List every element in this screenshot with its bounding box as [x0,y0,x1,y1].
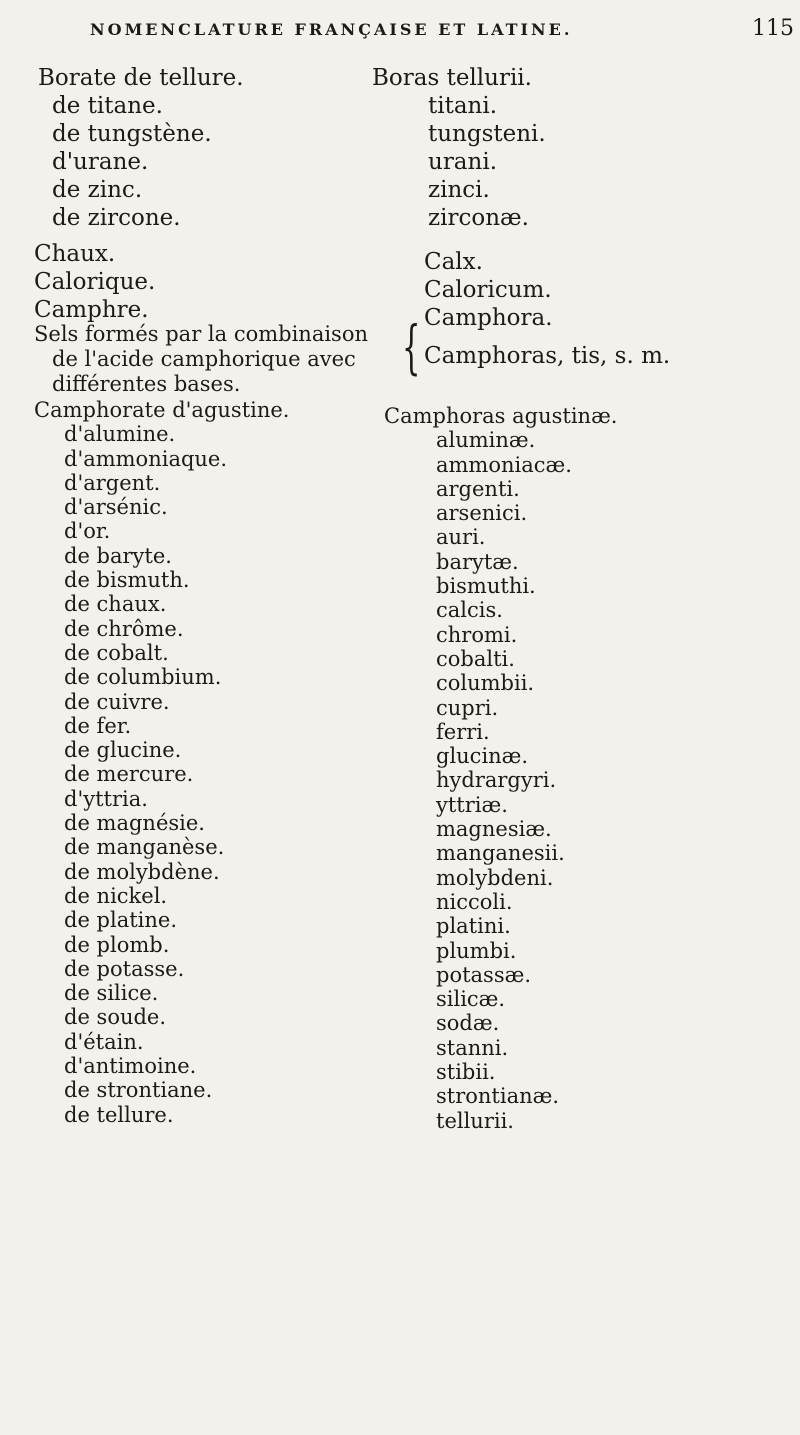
entry-latin: zirconæ. [428,205,529,231]
entry-latin: chromi. [436,622,518,647]
entry-french: de glucine. [64,738,182,763]
curly-brace: { [402,313,421,381]
entry-french: Calorique. [34,269,156,295]
entry-latin: silicæ. [436,987,506,1012]
entry-french: de baryte. [64,543,172,568]
entry-french: de columbium. [64,665,222,690]
entry-french: d'étain. [64,1029,144,1054]
entry-french: de tungstène. [52,121,212,147]
entry-latin: cobalti. [436,646,515,671]
entry-latin: columbii. [436,671,535,696]
entry-french: d'urane. [52,149,149,175]
sels-line: Sels formés par la combinaison [34,322,369,346]
entry-latin: aluminæ. [436,428,536,453]
sels-description [34,322,368,397]
entry-french: d'alumine. [64,422,176,447]
entry-french: de platine. [64,908,178,933]
entry-latin: hydrargyri. [436,768,557,793]
entry-french: de mercure. [64,762,194,787]
entry-french: de zinc. [52,177,143,203]
entry-french: d'ammoniaque. [64,446,228,471]
entry-latin: niccoli. [436,889,513,914]
entry-latin: sodæ. [436,1011,500,1036]
entry-latin: bismuthi. [436,574,536,599]
entry-french: de chrôme. [64,616,184,641]
entry-latin: zinci. [428,177,490,203]
entry-french: de plomb. [64,932,170,957]
entry-french: de bismuth. [64,568,190,593]
entry-french: de tellure. [64,1102,174,1127]
entry-french: Camphorate d'agustine. [34,398,290,422]
entry-french: de molybdène. [64,859,220,884]
entry-latin: ferri. [436,719,490,744]
entry-french: d'argent. [64,470,161,495]
entry-french: de magnésie. [64,811,205,836]
entry-french: de fer. [64,713,132,738]
entry-french: d'yttria. [64,786,148,811]
entry-latin: Camphora. [424,305,553,331]
entry-latin: tungsteni. [428,121,546,147]
entry-latin: yttriæ. [436,792,508,817]
entry-latin: manganesii. [436,841,565,866]
entry-french: de titane. [52,93,163,119]
entry-latin: magnesiæ. [436,817,552,842]
camphorate-french-column [34,398,289,1127]
entry-french: d'antimoine. [64,1054,197,1079]
entry-latin: cupri. [436,695,499,720]
entry-latin: potassæ. [436,962,532,987]
sels-line: différentes bases. [52,372,241,396]
entry-french: de zircone. [52,205,181,231]
entry-latin: ammoniacæ. [436,452,572,477]
borate-french-column [38,64,244,232]
entry-latin: stibii. [436,1060,496,1085]
entry-french: de silice. [64,981,159,1006]
entry-french: de cobalt. [64,640,169,665]
entry-french: de manganèse. [64,835,225,860]
entry-french: de soude. [64,1005,167,1030]
entry-latin: stanni. [436,1035,509,1060]
entry-latin: Boras tellurii. [372,65,532,91]
sels-line: de l'acide camphorique avec [52,347,356,371]
borate-latin-column [372,64,546,232]
entry-french: Borate de tellure. [38,65,244,91]
entry-latin: tellurii. [436,1108,514,1133]
entry-latin: glucinæ. [436,744,529,769]
entry-french: de cuivre. [64,689,170,714]
entry-latin: barytæ. [436,549,519,574]
entry-french: d'arsénic. [64,495,168,520]
misc-french-column [34,240,155,324]
sels-latin: Camphoras, tis, s. m. [424,343,671,369]
entry-french: de nickel. [64,883,168,908]
entry-latin: auri. [436,525,486,550]
entry-french: de chaux. [64,592,167,617]
entry-french: de strontiane. [64,1078,213,1103]
entry-latin: arsenici. [436,501,528,526]
page-number: 115 [752,16,794,41]
entry-french: de potasse. [64,956,185,981]
entry-latin: molybdeni. [436,865,554,890]
camphorate-latin-column [384,404,617,1133]
entry-latin: platini. [436,914,511,939]
entry-french: Camphre. [34,297,149,323]
entry-latin: urani. [428,149,497,175]
entry-latin: Camphoras agustinæ. [384,404,618,428]
entry-latin: argenti. [436,476,520,501]
entry-latin: strontianæ. [436,1084,560,1109]
entry-latin: Calx. [424,249,483,275]
running-header: NOMENCLATURE FRANÇAISE ET LATINE. [90,20,573,39]
entry-latin: calcis. [436,598,503,623]
entry-french: Chaux. [34,241,116,267]
entry-latin: titani. [428,93,498,119]
entry-latin: plumbi. [436,938,517,963]
misc-latin-column [424,248,553,332]
entry-french: d'or. [64,519,111,544]
entry-latin: Caloricum. [424,277,552,303]
